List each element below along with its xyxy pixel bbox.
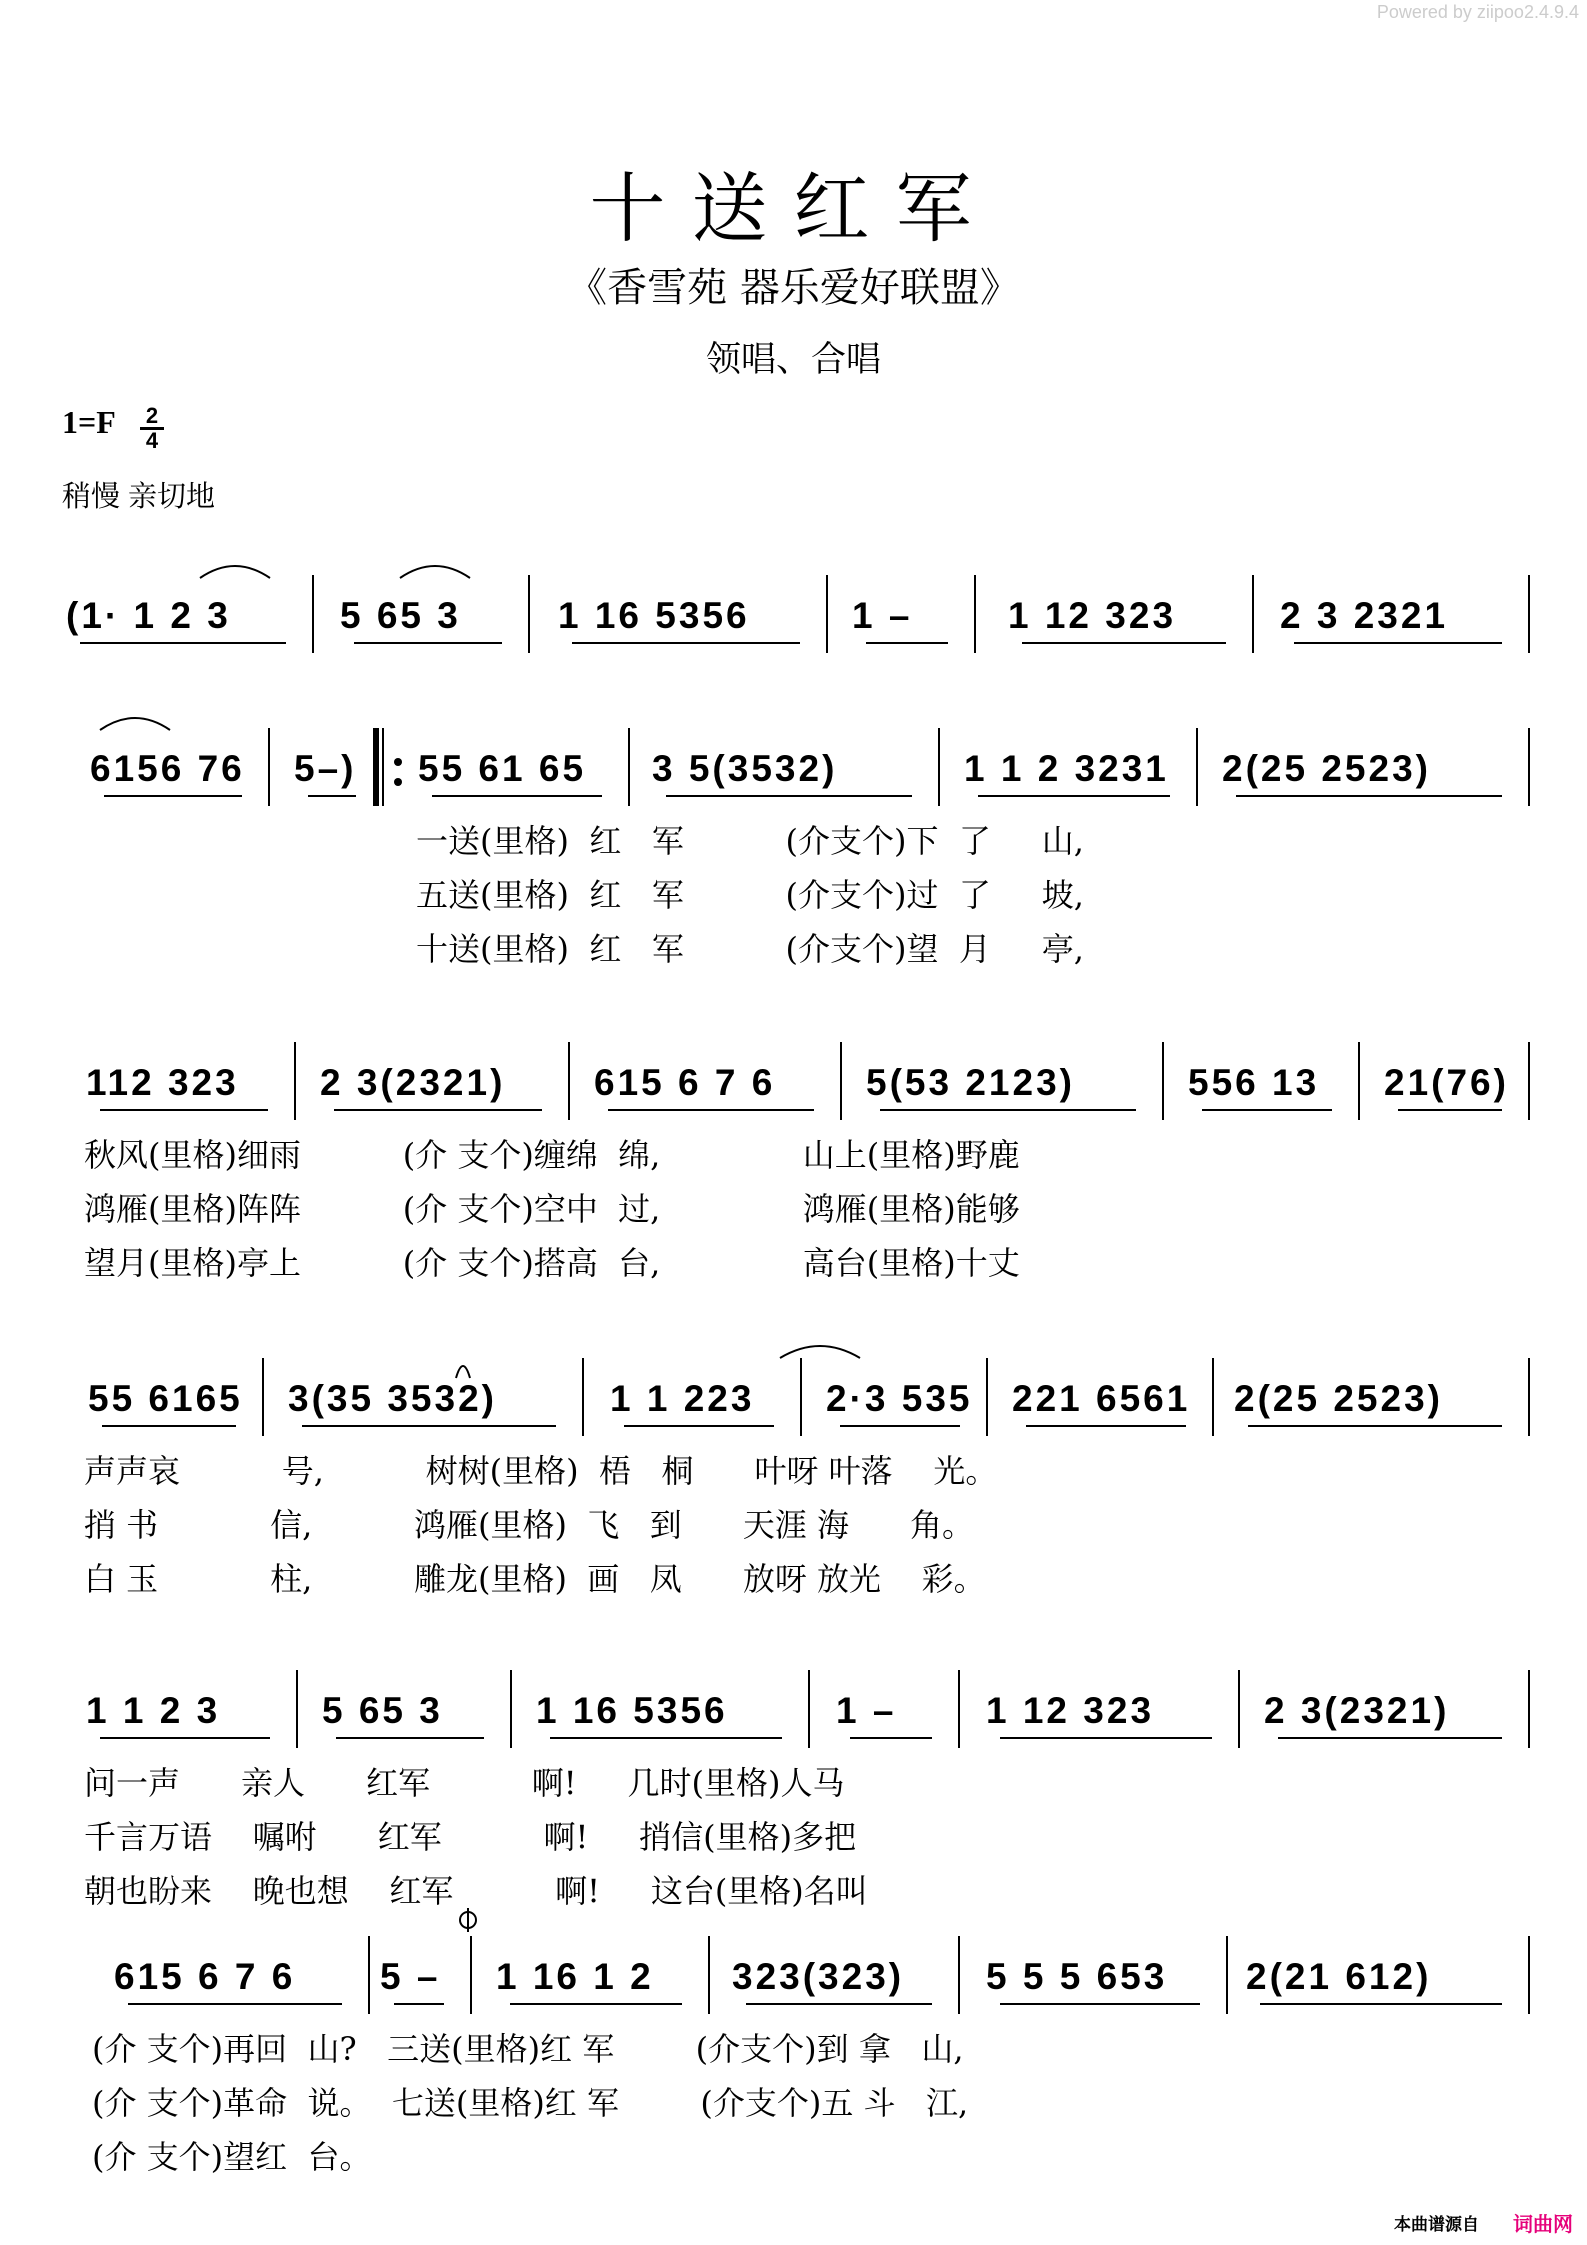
measure-notes: 615 6 7 6 — [594, 1062, 776, 1103]
measure-notes: 2 3(2321) — [320, 1062, 506, 1103]
slur-arc — [780, 1346, 860, 1358]
measure-notes: 3 5(3532) — [652, 748, 838, 789]
slur-arc — [100, 718, 170, 730]
lyric-line: (介 支个)再回 山? 三送(里格)红 军 (介支个)到 拿 山, — [92, 2030, 964, 2068]
key-signature: 1=F — [62, 404, 116, 440]
measure-notes: 5 65 3 — [340, 595, 461, 636]
time-bottom: 4 — [145, 428, 159, 453]
measure-notes: 5 5 5 653 — [986, 1956, 1168, 1997]
measure-notes: 1 16 5356 — [536, 1690, 728, 1731]
measure-notes: 55 6165 — [88, 1378, 243, 1419]
singer-note: 领唱、合唱 — [705, 340, 881, 380]
measure-notes: 5 65 3 — [322, 1690, 443, 1731]
measure-notes: 5 – — [380, 1956, 441, 1997]
measure-notes: 1 – — [852, 595, 913, 636]
measure-notes: 21(76) — [1384, 1062, 1509, 1103]
measure-notes: 2 3 2321 — [1280, 595, 1449, 636]
measure-notes: 2(25 2523) — [1234, 1378, 1443, 1419]
measure-notes: 556 13 — [1188, 1062, 1320, 1103]
lyric-line: 十送(里格) 红 军 (介支个)望 月 亭, — [416, 930, 1084, 968]
lyric-line: 秋风(里格)细雨 (介 支个)缠绵 绵, 山上(里格)野鹿 — [84, 1136, 1020, 1174]
slur-arc — [456, 1366, 470, 1378]
lyric-line: 朝也盼来 晚也想 红军 啊! 这台(里格)名叫 — [84, 1872, 868, 1910]
measure-notes: 1 1 2 3231 — [964, 748, 1169, 789]
measure-notes: 2·3 535 — [826, 1378, 973, 1419]
measure-notes: (1· 1 2 3 — [66, 595, 231, 636]
lyric-line: 声声哀 号, 树树(里格) 梧 桐 叶呀 叶落 光。 — [84, 1452, 998, 1490]
measure-notes: 5(53 2123) — [866, 1062, 1075, 1103]
footer-source: 本曲谱源自 — [1394, 2215, 1479, 2234]
lyric-line: 五送(里格) 红 军 (介支个)过 了 坡, — [416, 876, 1084, 914]
lyric-line: 鸿雁(里格)阵阵 (介 支个)空中 过, 鸿雁(里格)能够 — [84, 1190, 1020, 1228]
measure-notes: 1 1 2 3 — [86, 1690, 221, 1731]
lyric-line: 望月(里格)亭上 (介 支个)搭高 台, 高台(里格)十丈 — [84, 1244, 1020, 1282]
slur-arc — [200, 566, 270, 578]
measure-notes: 1 – — [836, 1690, 897, 1731]
lyric-line: 千言万语 嘱咐 红军 啊! 捎信(里格)多把 — [84, 1818, 857, 1856]
lyric-line: 一送(里格) 红 军 (介支个)下 了 山, — [416, 822, 1084, 860]
measure-notes: 1 16 1 2 — [496, 1956, 654, 1997]
repeat-dot — [394, 758, 402, 766]
measure-notes: 615 6 7 6 — [114, 1956, 296, 1997]
measure-notes: 1 12 323 — [986, 1690, 1155, 1731]
tempo-marking: 稍慢 亲切地 — [62, 481, 216, 513]
page-title: 十送红军 — [589, 164, 998, 253]
repeat-dot — [394, 778, 402, 786]
subtitle: 《香雪苑 器乐爱好联盟》 — [567, 265, 1020, 311]
lyric-line: (介 支个)革命 说。 七送(里格)红 军 (介支个)五 斗 江, — [92, 2084, 969, 2122]
powered-by-watermark: Powered by ziipoo2.4.9.4 — [1376, 2, 1579, 22]
time-top: 2 — [145, 403, 159, 428]
measure-notes: 221 6561 — [1012, 1378, 1191, 1419]
measure-notes: 323(323) — [732, 1956, 905, 1997]
lyric-line: (介 支个)望红 台。 — [92, 2138, 372, 2176]
measure-notes: 2(21 612) — [1246, 1956, 1432, 1997]
measure-notes: 3(35 3532) — [288, 1378, 497, 1419]
measure-notes: 1 1 223 — [610, 1378, 755, 1419]
measure-notes: 112 323 — [86, 1062, 239, 1103]
lyric-line: 捎 书 信, 鸿雁(里格) 飞 到 天涯 海 角。 — [84, 1506, 975, 1544]
measure-notes: 1 12 323 — [1008, 595, 1177, 636]
lyric-line: 白 玉 柱, 雕龙(里格) 画 凤 放呀 放光 彩。 — [84, 1560, 986, 1598]
measure-notes: 1 16 5356 — [558, 595, 750, 636]
lyric-line: 问一声 亲人 红军 啊! 几时(里格)人马 — [84, 1764, 845, 1802]
measure-notes: 2 3(2321) — [1264, 1690, 1450, 1731]
footer-site: 词曲网 — [1513, 2214, 1573, 2236]
measure-notes: 2(25 2523) — [1222, 748, 1431, 789]
slur-arc — [400, 566, 470, 578]
measure-notes: 55 61 65 — [418, 748, 587, 789]
measure-notes: 6156 76 — [90, 748, 245, 789]
measure-notes: 5–) — [294, 748, 357, 789]
